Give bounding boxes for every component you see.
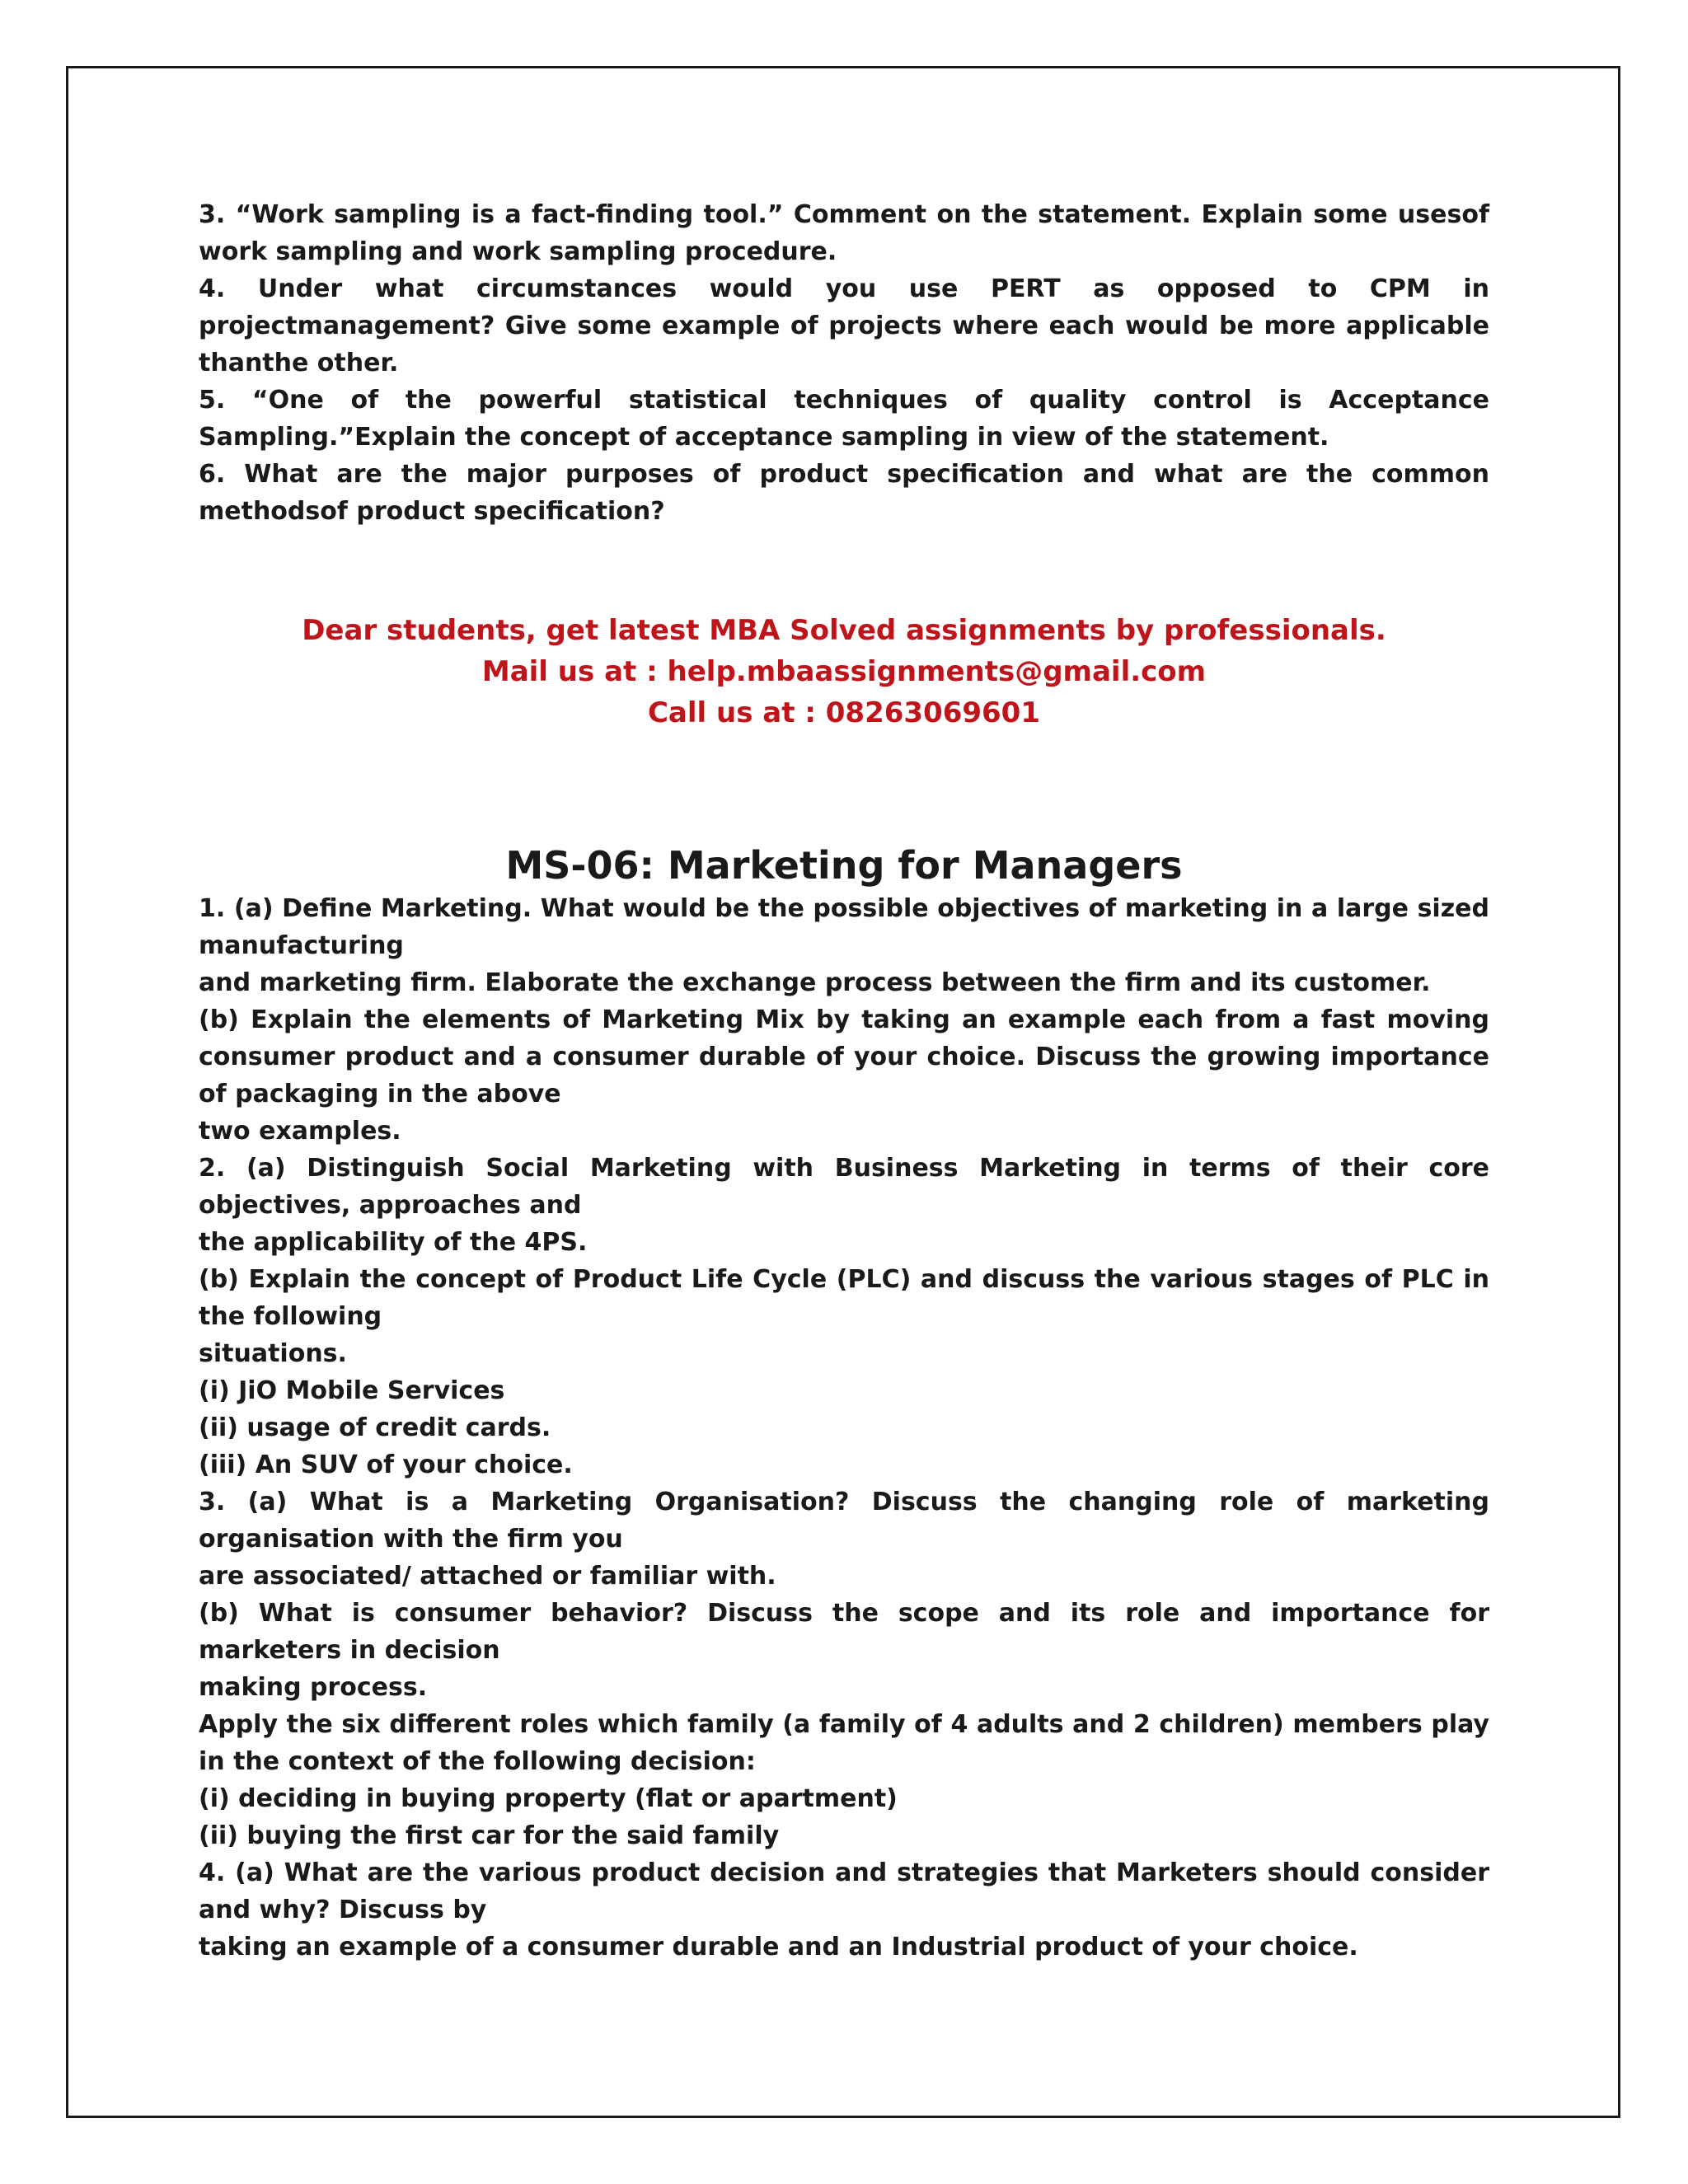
ms06-line: 1. (a) Define Marketing. What would be the possible objectives of marketing in a large sized manufacturing (199, 894, 1489, 960)
ms06-line: situations. (199, 1339, 347, 1368)
ms06-line: 2. (a) Distinguish Social Marketing with Business Marketing in terms of their core objectives, approaches and (199, 1154, 1489, 1220)
ms06-line: (ii) usage of credit cards. (199, 1413, 551, 1442)
ms06-line: 3. (a) What is a Marketing Organisation? Discuss the changing role of marketing organisation with the firm you (199, 1488, 1489, 1554)
question-5-acceptance-sampling: 5. “One of the powerful statistical techniques of quality control is Acceptance Sampling.”Explain the concept of acceptance sampling in view of the statement. (199, 386, 1489, 452)
promo-block (199, 610, 1489, 733)
ms06-line: (iii) An SUV of your choice. (199, 1451, 573, 1479)
question-6-product-specification: 6. What are the major purposes of product specification and what are the common methodsof product specification? (199, 460, 1489, 526)
ms06-line: (b) Explain the concept of Product Life Cycle (PLC) and discuss the various stages of PLC in the following (199, 1265, 1489, 1331)
top-questions (199, 196, 1489, 530)
ms06-line: (b) Explain the elements of Marketing Mix by taking an example each from a fast moving consumer product and a consumer durable of your choice. Discuss the growing importance of packaging in the above (199, 1005, 1489, 1108)
ms06-questions (199, 890, 1489, 1966)
ms06-line: and marketing firm. Elaborate the exchange process between the firm and its customer. (199, 968, 1431, 997)
promo-line-1: Dear students, get latest MBA Solved assignments by professionals. (302, 614, 1386, 647)
ms06-line: (i) deciding in buying property (flat or apartment) (199, 1784, 898, 1813)
ms06-line: Apply the six different roles which family (a family of 4 adults and 2 children) members play in the context of the following decision: (199, 1710, 1489, 1776)
ms06-line: the applicability of the 4PS. (199, 1228, 588, 1257)
ms06-line: (ii) buying the first car for the said family (199, 1821, 780, 1850)
promo-email: Mail us at : help.mbaassignments@gmail.com (481, 655, 1207, 688)
ms06-line: 4. (a) What are the various product decision and strategies that Marketers should consider and why? Discuss by (199, 1858, 1489, 1924)
section-title: MS-06: Marketing for Managers (505, 843, 1183, 888)
question-3-work-sampling: 3. “Work sampling is a fact-finding tool.” Comment on the statement. Explain some usesof work sampling and work sampling procedure. (199, 200, 1489, 266)
ms06-line: making process. (199, 1673, 428, 1702)
ms06-line: two examples. (199, 1117, 401, 1146)
question-4-pert-cpm: 4. Under what circumstances would you use PERT as opposed to CPM in projectmanagement? Give some example of projects where each would be more applicable thanthe other. (199, 274, 1489, 377)
promo-phone: Call us at : 08263069601 (647, 696, 1041, 729)
ms06-line: (i) JiO Mobile Services (199, 1376, 505, 1405)
ms06-line: (b) What is consumer behavior? Discuss the scope and its role and importance for marketers in decision (199, 1599, 1489, 1665)
ms06-line: taking an example of a consumer durable and an Industrial product of your choice. (199, 1933, 1358, 1961)
ms06-line: are associated/ attached or familiar with. (199, 1562, 776, 1591)
